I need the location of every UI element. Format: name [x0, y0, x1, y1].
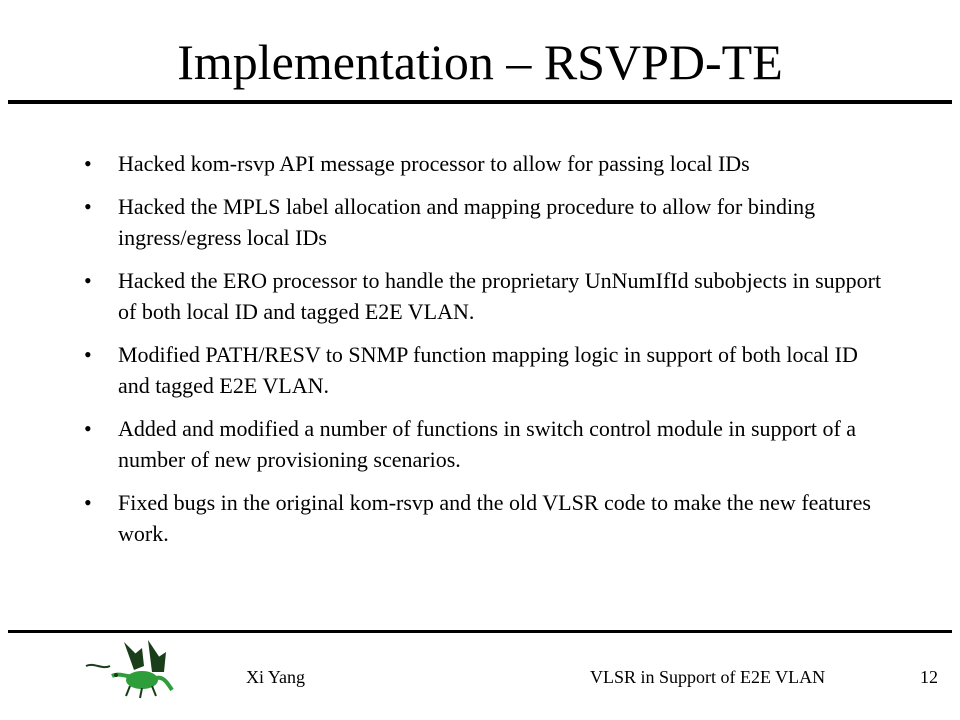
bullet-icon: • — [84, 490, 92, 515]
bullet-item — [84, 487, 884, 549]
bullet-text: Modified PATH/RESV to SNMP function mapping logic in support of both local ID and tagged E2E VLAN. — [118, 342, 858, 398]
bullet-item — [84, 413, 884, 475]
bullet-icon: • — [84, 151, 92, 176]
slide-title: Implementation – RSVPD-TE — [177, 34, 783, 90]
bullet-item — [84, 265, 884, 327]
page-number: 12 — [920, 667, 938, 687]
bullet-icon: • — [84, 268, 92, 293]
bullet-item — [84, 191, 884, 253]
bullet-icon: • — [84, 194, 92, 219]
bullet-item — [84, 148, 884, 179]
bullet-icon: • — [84, 342, 92, 367]
bullet-text: Hacked the ERO processor to handle the proprietary UnNumIfId subobjects in support of both local ID and tagged E2E VLAN. — [118, 268, 882, 324]
dragon-icon — [84, 636, 176, 700]
footer-divider — [8, 630, 952, 633]
title-divider — [8, 100, 952, 104]
bullet-icon: • — [84, 416, 92, 441]
bullet-text: Hacked the MPLS label allocation and mapping procedure to allow for binding ingress/egress local IDs — [118, 194, 816, 250]
bullet-text: Fixed bugs in the original kom-rsvp and the old VLSR code to make the new features work. — [118, 490, 871, 546]
bullet-list — [84, 148, 884, 561]
bullet-item — [84, 339, 884, 401]
bullet-text: Hacked kom-rsvp API message processor to allow for passing local IDs — [118, 151, 750, 176]
footer-author: Xi Yang — [246, 667, 306, 687]
footer-presentation-title: VLSR in Support of E2E VLAN — [590, 667, 826, 687]
bullet-text: Added and modified a number of functions in switch control module in support of a number of new provisioning scenarios. — [118, 416, 857, 472]
